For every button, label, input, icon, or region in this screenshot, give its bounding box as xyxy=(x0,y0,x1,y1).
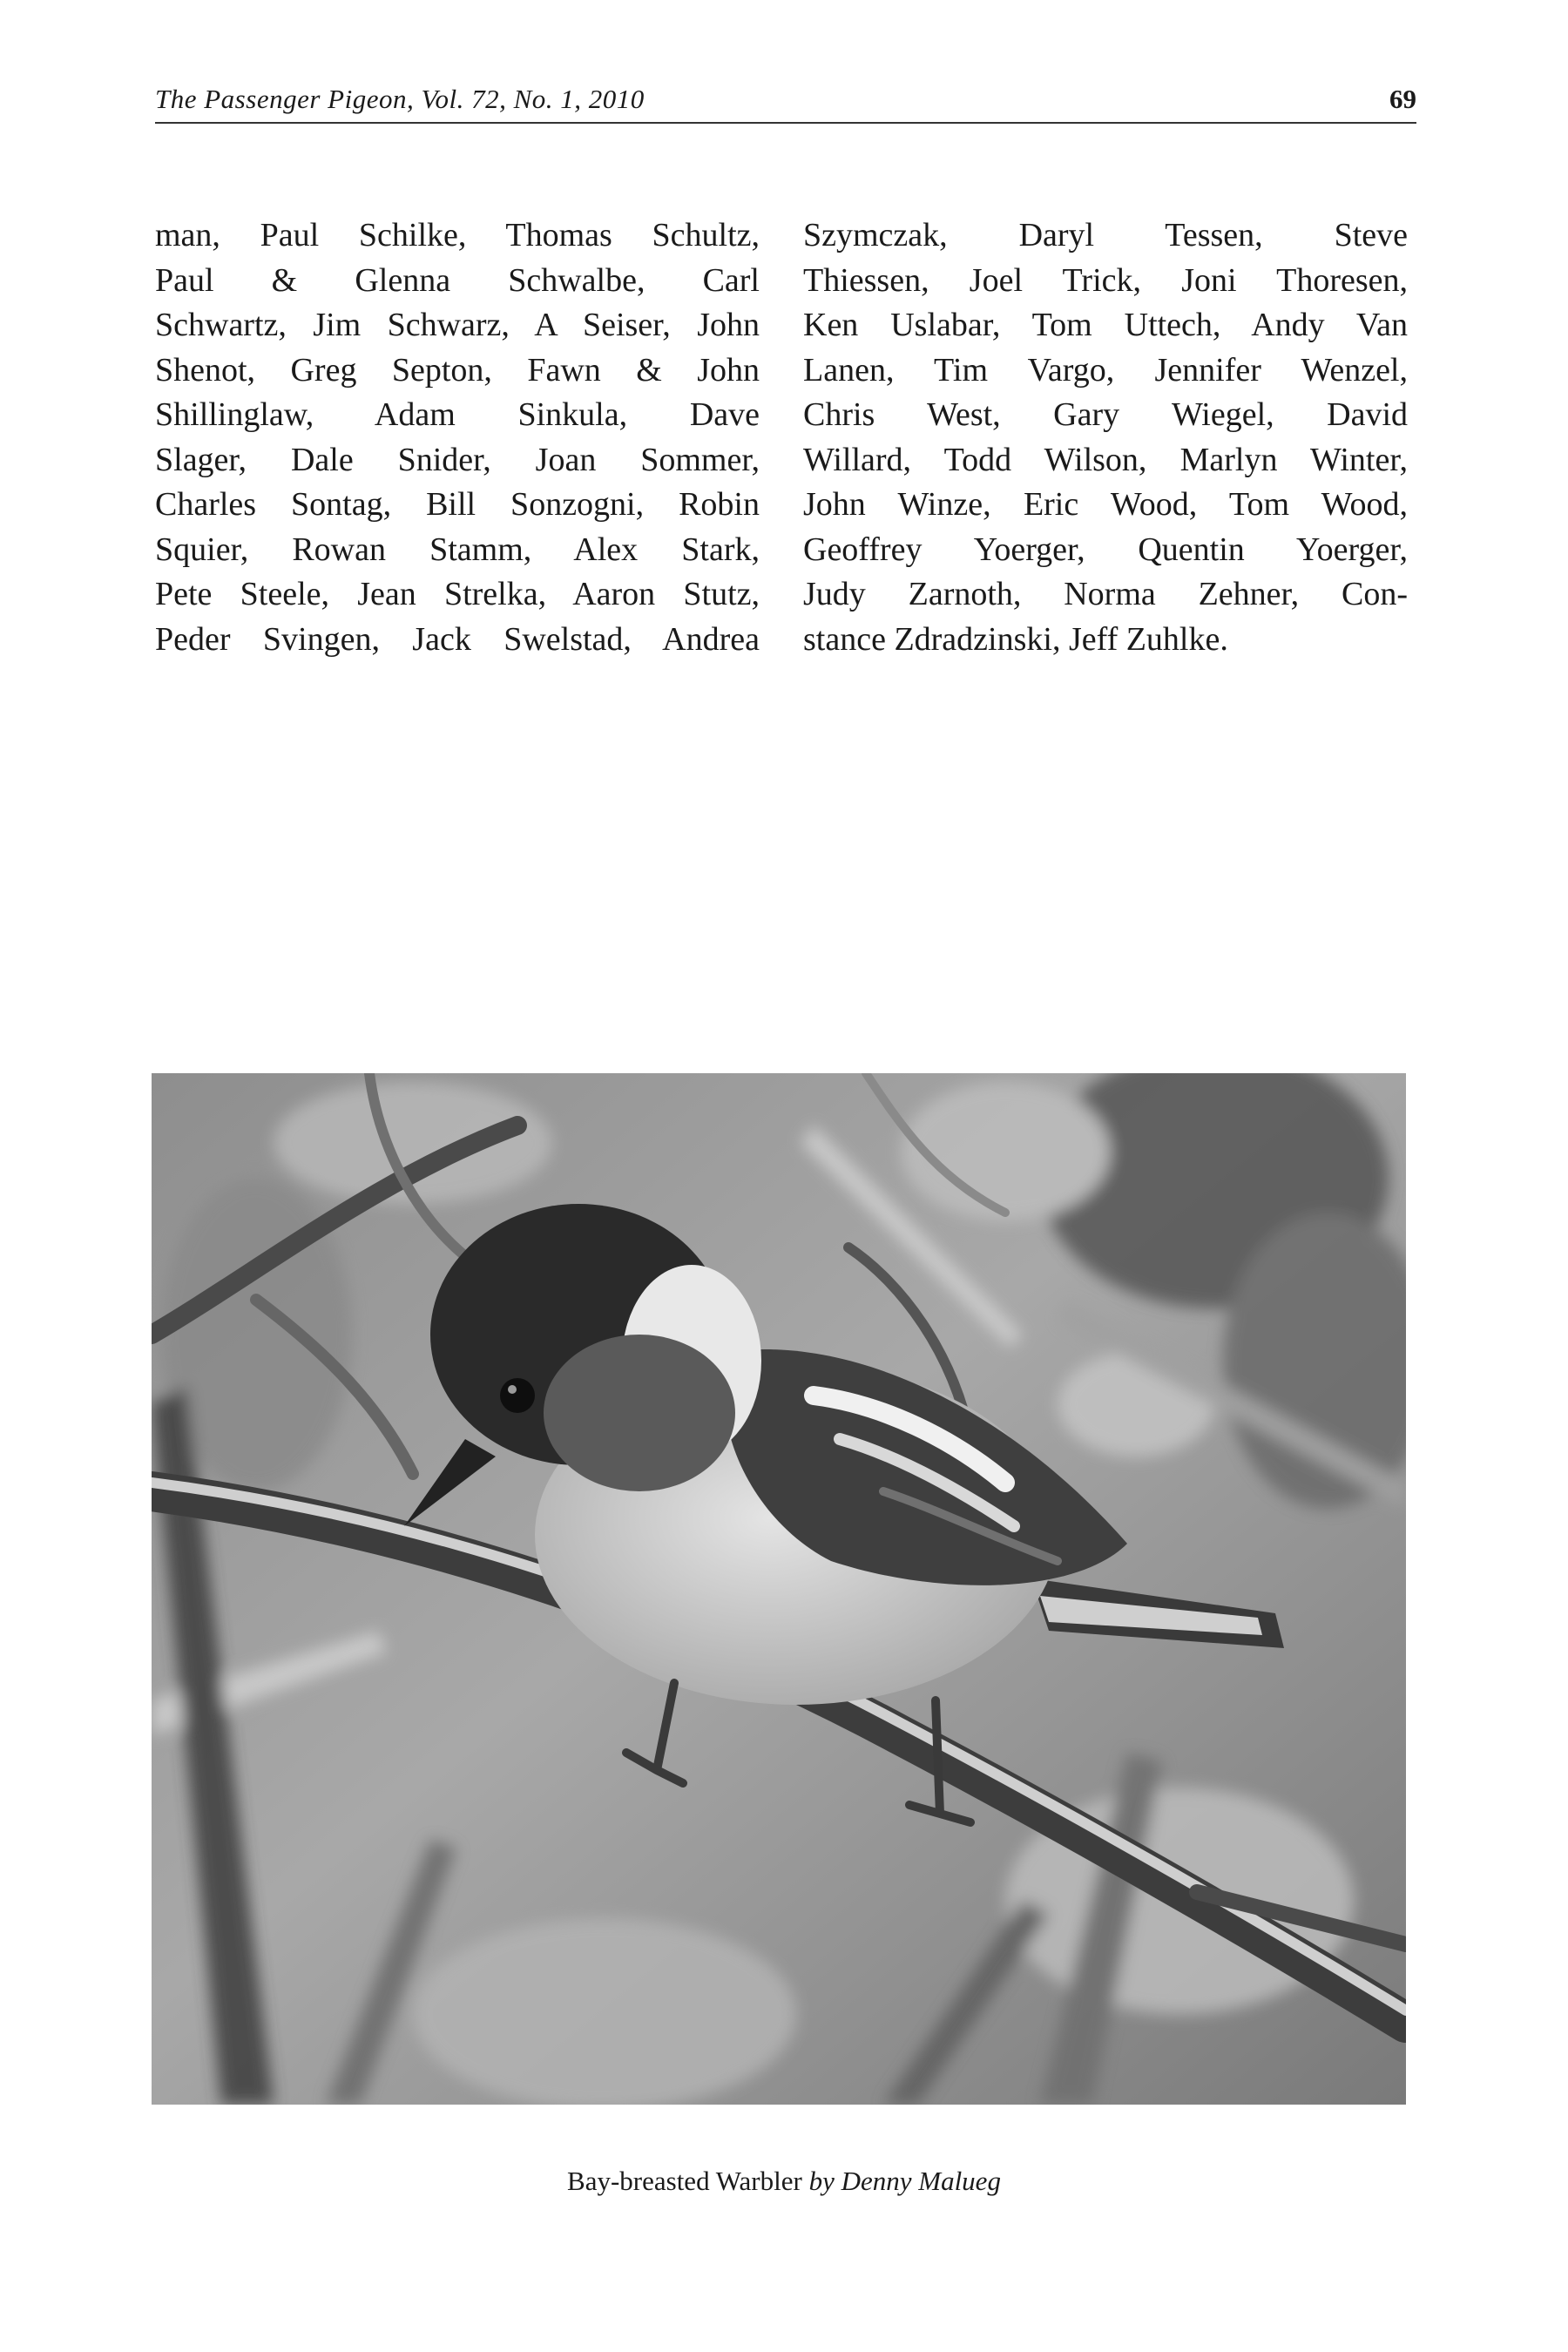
text-column-right xyxy=(803,213,1408,662)
photo-caption xyxy=(0,2166,1568,2197)
text-line: Ken Uslabar, Tom Uttech, Andy Van xyxy=(803,307,1408,343)
text-line: Charles Sontag, Bill Sonzogni, Robin xyxy=(155,486,760,523)
text-line: Shillinglaw, Adam Sinkula, Dave xyxy=(155,396,760,433)
running-header xyxy=(155,84,1416,124)
text-column-left xyxy=(155,213,760,662)
text-line: Squier, Rowan Stamm, Alex Stark, xyxy=(155,531,760,568)
text-line: Peder Svingen, Jack Swelstad, Andrea xyxy=(155,620,760,658)
text-line: Paul & Glenna Schwalbe, Carl xyxy=(155,261,760,299)
text-line: Chris West, Gary Wiegel, David xyxy=(803,396,1408,433)
text-line: Pete Steele, Jean Strelka, Aaron Stutz, xyxy=(155,576,760,612)
caption-title: Bay-breasted Warbler xyxy=(567,2166,802,2196)
photo-illustration xyxy=(152,1073,1406,2105)
text-line: Schwartz, Jim Schwarz, A Seiser, John xyxy=(155,307,760,343)
text-line: man, Paul Schilke, Thomas Schultz, xyxy=(155,217,760,253)
text-line: Willard, Todd Wilson, Marlyn Winter, xyxy=(803,441,1408,478)
text-line: Geoffrey Yoerger, Quentin Yoerger, xyxy=(803,531,1408,568)
text-line: Slager, Dale Snider, Joan Sommer, xyxy=(155,441,760,478)
warbler-photo xyxy=(152,1073,1406,2105)
text-line: Shenot, Greg Septon, Fawn & John xyxy=(155,351,760,389)
page-number: 69 xyxy=(1389,84,1416,114)
text-line: John Winze, Eric Wood, Tom Wood, xyxy=(803,486,1408,523)
text-line: Judy Zarnoth, Norma Zehner, Con- xyxy=(803,576,1408,612)
journal-citation: The Passenger Pigeon, Vol. 72, No. 1, 2010 xyxy=(155,84,645,114)
text-line: Lanen, Tim Vargo, Jennifer Wenzel, xyxy=(803,351,1408,389)
caption-credit: by Denny Malueg xyxy=(808,2166,1001,2196)
text-line: stance Zdradzinski, Jeff Zuhlke. xyxy=(803,620,1228,658)
text-line: Thiessen, Joel Trick, Joni Thoresen, xyxy=(803,261,1408,299)
text-line: Szymczak, Daryl Tessen, Steve xyxy=(803,217,1408,253)
